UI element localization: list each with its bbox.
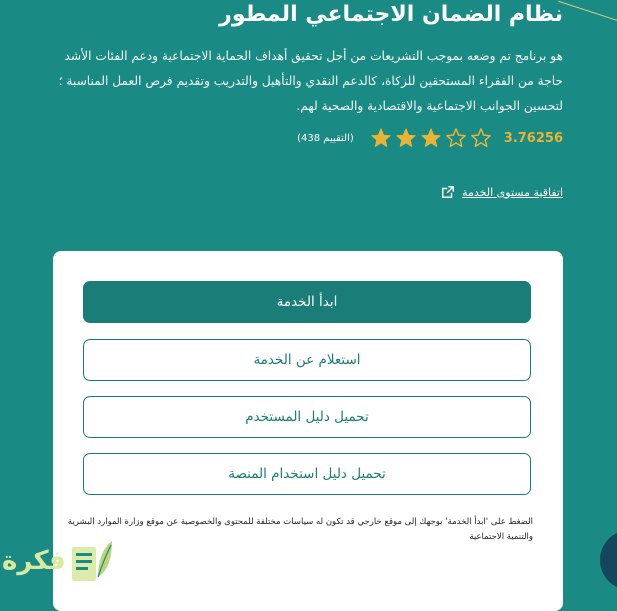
rating-row	[297, 126, 563, 150]
star-icon[interactable]	[395, 127, 417, 149]
star-icon[interactable]	[445, 127, 467, 149]
sla-link[interactable]	[441, 185, 563, 199]
start-service-button[interactable]: ابدأ الخدمة	[83, 281, 531, 323]
watermark-logo	[0, 530, 160, 592]
page-title: نظام الضمان الاجتماعي المطور	[219, 2, 563, 27]
rating-count: (التقييم 438)	[297, 132, 354, 144]
star-icon[interactable]	[420, 127, 442, 149]
external-link-icon	[441, 185, 455, 199]
decorative-corner-line	[558, 0, 617, 39]
service-description: هو برنامج تم وضعه بموجب التشريعات من أجل تحقيق أهداف الحماية الاجتماعية ودعم الفئات الأشد حاجة من الفقراء المستحقين للزكاة، كالدعم النقدي والتأهيل والتدريب وتقديم فرص العمل المناسبة ؛ لتحسين الجوانب الاجتماعية والاقتصادية والصحية لهم.	[58, 49, 563, 113]
external-site-note: الضغط على 'ابدأ الخدمة' يوجهك إلى موقع خارجي قد تكون له سياسات مختلفة للمحتوى والخصوصية عن موقع وزارة الموارد البشرية والتنمية الاجتماعية	[67, 517, 533, 542]
download-platform-guide-button[interactable]: تحميل دليل استخدام المنصة	[83, 453, 531, 495]
book-leaf-icon	[68, 533, 114, 589]
watermark-text: فكرة	[2, 546, 66, 576]
chat-fab-button[interactable]	[600, 530, 617, 590]
download-user-guide-button[interactable]: تحميل دليل المستخدم	[83, 396, 531, 438]
rating-value: 3.76256	[503, 130, 563, 146]
rating-stars[interactable]	[370, 127, 492, 149]
service-inquiry-button[interactable]: استعلام عن الخدمة	[83, 339, 531, 381]
sla-link-label: اتفاقية مستوى الخدمة	[462, 185, 563, 199]
star-icon[interactable]	[470, 127, 492, 149]
star-icon[interactable]	[370, 127, 392, 149]
